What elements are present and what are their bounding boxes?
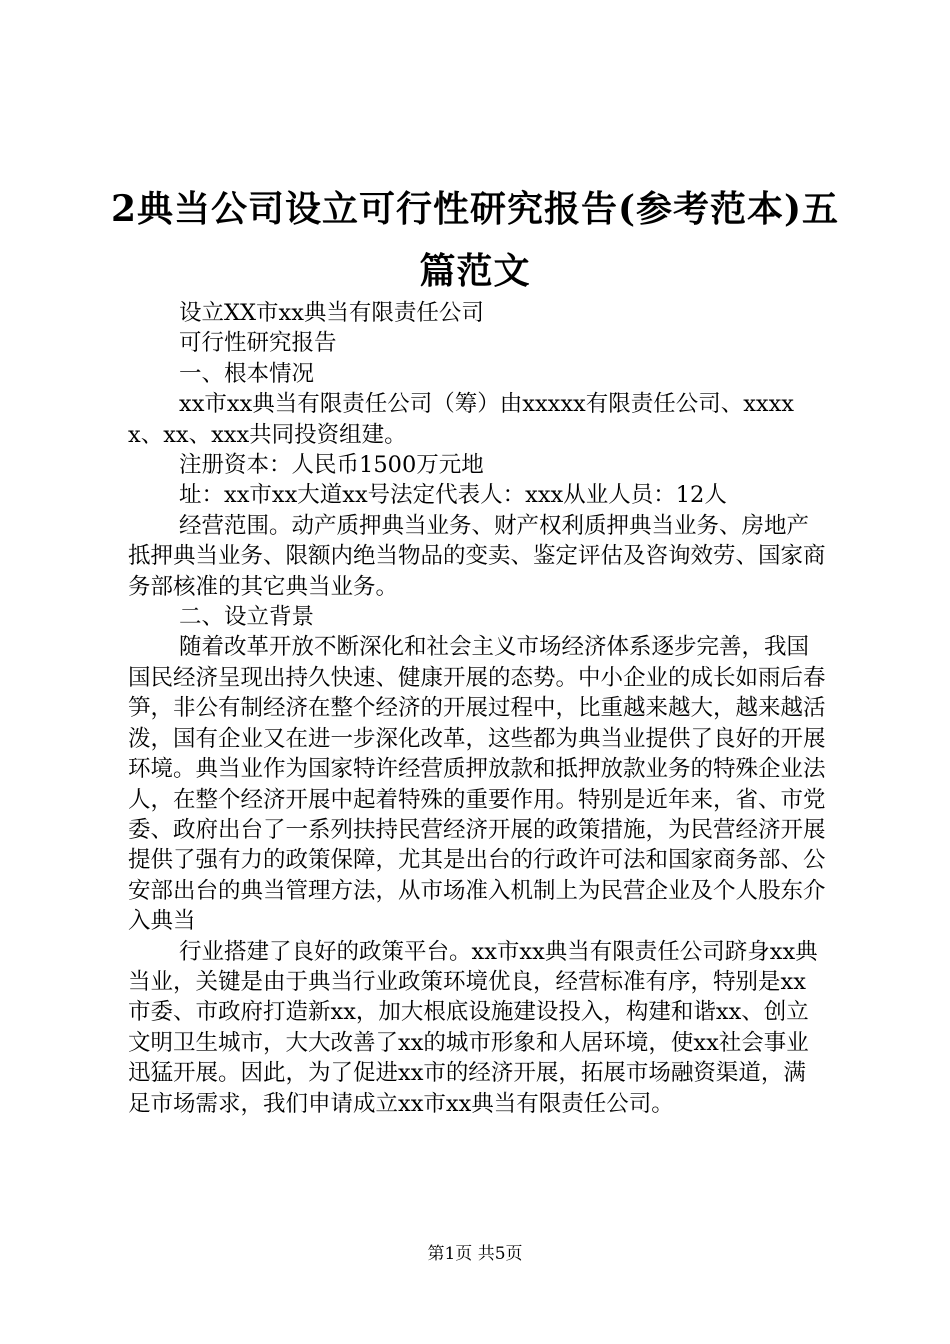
paragraph-address: 址：xx市xx大道xx号法定代表人：xxx从业人员：12人	[179, 482, 727, 509]
paragraph-background-1: 随着改革开放不断深化和社会主义市场经济体系逐步完善，我国国民经济呈现出持久快速、健康开展的态势。中小企业的成长如雨后春笋，非公有制经济在整个经济的开展过程中，比重越来越大，越来越活泼，国有企业又在进一步深化改革，这些都为典当业提供了良好的开展环境。典当业作为国家特许经营质押放款和抵押放款业务的特殊企业法人，在整个经济开展中起着特殊的重要作用。特别是近年来，省、市党委、政府出台了一系列扶持民营经济开展的政策措施，为民营经济开展提供了强有力的政策保障，尤其是出台的行政许可法和国家商务部、公安部出台的典当管理方法，从市场准入机制上为民营企业及个人股东介入典当	[128, 634, 826, 935]
paragraph-company-name: 设立XX市xx典当有限责任公司	[179, 300, 484, 326]
title-line-2: 篇范文	[419, 250, 531, 292]
section-heading-background: 二、设立背景	[179, 604, 315, 631]
paragraph-investors: xx市xx典当有限责任公司（筹）由xxxxx有限责任公司、xxxxx、xx、xxx共同投资组建。	[128, 391, 794, 448]
paragraph-business-scope: 经营范围。动产质押典当业务、财产权利质押典当业务、房地产抵押典当业务、限额内绝当物品的变卖、鉴定评估及咨询效劳、国家商务部核准的其它典当业务。	[128, 512, 826, 600]
title-line-1: 2典当公司设立可行性研究报告(参考范本)五	[110, 188, 840, 230]
page-footer: 第1页 共5页	[427, 1244, 523, 1264]
document-title	[100, 178, 850, 302]
paragraph-registered-capital: 注册资本：人民币1500万元地	[179, 452, 484, 479]
paragraph-background-2: 行业搭建了良好的政策平台。xx市xx典当有限责任公司跻身xx典当业，关键是由于典当行业政策环境优良，经营标准有序，特别是xx市委、市政府打造新xx，加大根底设施建设投入，构建和谐xx、创立文明卫生城市，大大改善了xx的城市形象和人居环境，使xx社会事业迅猛开展。因此，为了促进xx市的经济开展，拓展市场融资渠道，满足市场需求，我们申请成立xx市xx典当有限责任公司。	[128, 938, 818, 1117]
section-heading-basic-info: 一、根本情况	[179, 360, 315, 387]
paragraph-report-title: 可行性研究报告	[179, 330, 337, 357]
document-body	[128, 298, 828, 1119]
